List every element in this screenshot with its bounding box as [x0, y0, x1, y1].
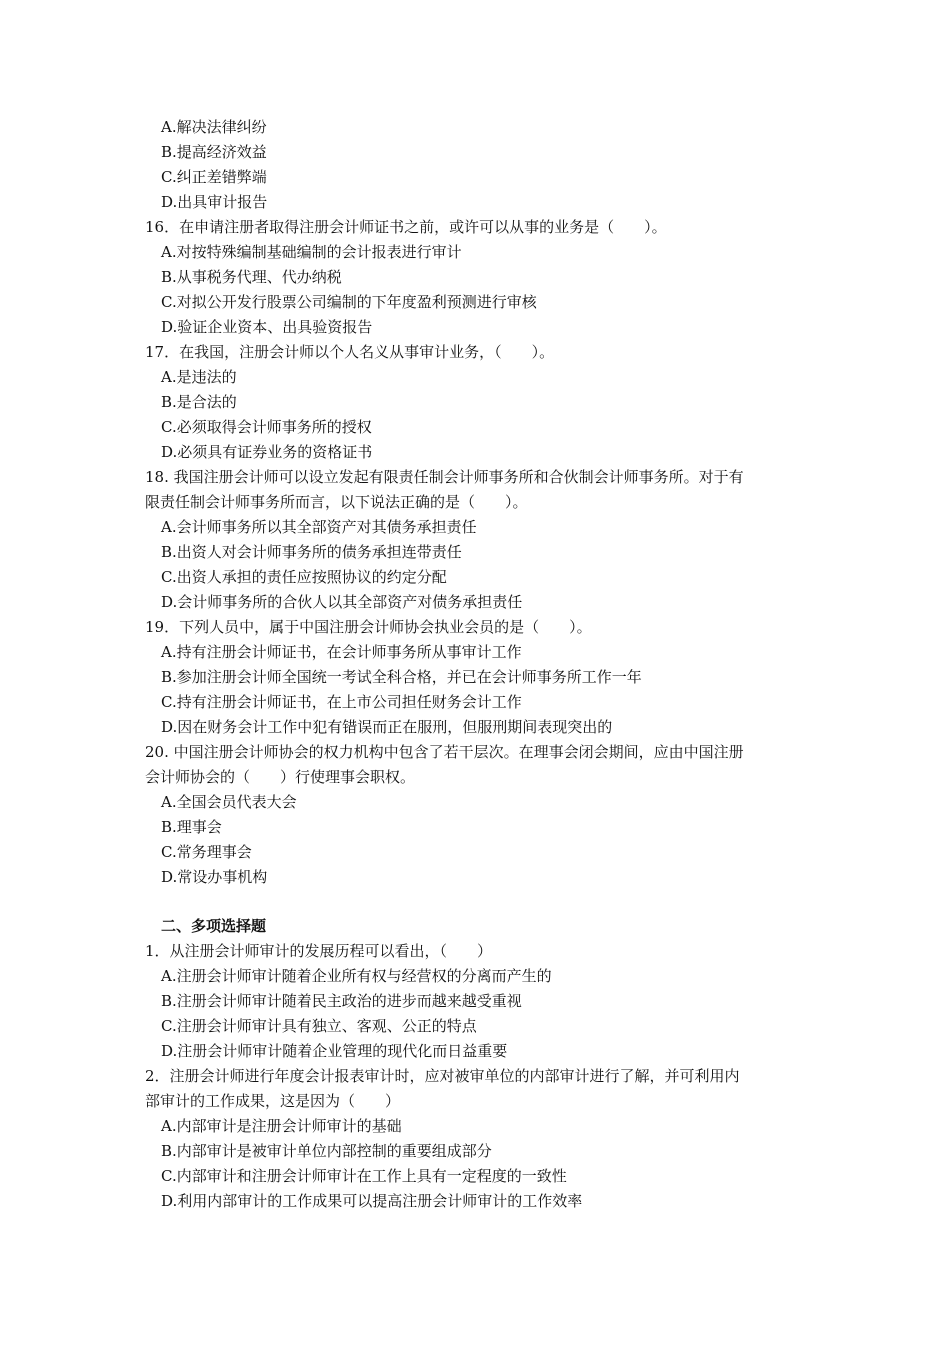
- question-text-continued: 部审计的工作成果，这是因为（ ）: [145, 1092, 401, 1110]
- answer-option: B.是合法的: [161, 393, 237, 411]
- answer-option: D.注册会计师审计随着企业管理的现代化而日益重要: [161, 1042, 508, 1060]
- answer-option: C.纠正差错弊端: [161, 168, 267, 186]
- answer-option: A.是违法的: [161, 368, 237, 386]
- answer-option: A.全国会员代表大会: [161, 793, 297, 811]
- answer-option: C.注册会计师审计具有独立、客观、公正的特点: [161, 1017, 477, 1035]
- answer-option: D.因在财务会计工作中犯有错误而正在服刑，但服刑期间表现突出的: [161, 718, 613, 736]
- document-page: [145, 115, 825, 1214]
- answer-option: D.会计师事务所的合伙人以其全部资产对债务承担责任: [161, 593, 523, 611]
- answer-option: A.注册会计师审计随着企业所有权与经营权的分离而产生的: [161, 967, 552, 985]
- answer-option: B.提高经济效益: [161, 143, 267, 161]
- answer-option: B.内部审计是被审计单位内部控制的重要组成部分: [161, 1142, 492, 1160]
- question-text-continued: 限责任制会计师事务所而言，以下说法正确的是（ ）。: [145, 493, 528, 511]
- answer-option: B.理事会: [161, 818, 222, 836]
- answer-option: D.验证企业资本、出具验资报告: [161, 318, 373, 336]
- question-text: 19．下列人员中，属于中国注册会计师协会执业会员的是（ ）。: [145, 618, 592, 636]
- answer-option: B.出资人对会计师事务所的债务承担连带责任: [161, 543, 462, 561]
- question-text: 2．注册会计师进行年度会计报表审计时，应对被审单位的内部审计进行了解，并可利用内: [145, 1067, 740, 1085]
- answer-option: C.必须取得会计师事务所的授权: [161, 418, 372, 436]
- answer-option: C.对拟公开发行股票公司编制的下年度盈利预测进行审核: [161, 293, 537, 311]
- answer-option: C.内部审计和注册会计师审计在工作上具有一定程度的一致性: [161, 1167, 567, 1185]
- answer-option: D.必须具有证券业务的资格证书: [161, 443, 373, 461]
- answer-option: B.注册会计师审计随着民主政治的进步而越来越受重视: [161, 992, 522, 1010]
- answer-option: A.会计师事务所以其全部资产对其债务承担责任: [161, 518, 477, 536]
- section-heading: 二、多项选择题: [161, 917, 267, 935]
- answer-option: D.利用内部审计的工作成果可以提高注册会计师审计的工作效率: [161, 1192, 583, 1210]
- answer-option: D.出具审计报告: [161, 193, 268, 211]
- question-text: 20. 中国注册会计师协会的权力机构中包含了若干层次。在理事会闭会期间，应由中国注册: [145, 743, 744, 761]
- answer-option: B.参加注册会计师全国统一考试全科合格，并已在会计师事务所工作一年: [161, 668, 642, 686]
- answer-option: B.从事税务代理、代办纳税: [161, 268, 342, 286]
- answer-option: A.解决法律纠纷: [161, 118, 267, 136]
- answer-option: C.常务理事会: [161, 843, 252, 861]
- question-text-continued: 会计师协会的（ ）行使理事会职权。: [145, 768, 416, 786]
- question-text: 17．在我国，注册会计师以个人名义从事审计业务，（ ）。: [145, 343, 555, 361]
- question-text: 16．在申请注册者取得注册会计师证书之前，或许可以从事的业务是（ ）。: [145, 218, 667, 236]
- answer-option: A.持有注册会计师证书，在会计师事务所从事审计工作: [161, 643, 522, 661]
- answer-option: C.出资人承担的责任应按照协议的约定分配: [161, 568, 447, 586]
- answer-option: C.持有注册会计师证书，在上市公司担任财务会计工作: [161, 693, 522, 711]
- answer-option: D.常设办事机构: [161, 868, 268, 886]
- answer-option: A.内部审计是注册会计师审计的基础: [161, 1117, 402, 1135]
- spacer: [145, 890, 825, 914]
- answer-option: A.对按特殊编制基础编制的会计报表进行审计: [161, 243, 462, 261]
- question-text: 1．从注册会计师审计的发展历程可以看出，（ ）: [145, 942, 493, 960]
- question-text: 18. 我国注册会计师可以设立发起有限责任制会计师事务所和合伙制会计师事务所。对于有: [145, 468, 744, 486]
